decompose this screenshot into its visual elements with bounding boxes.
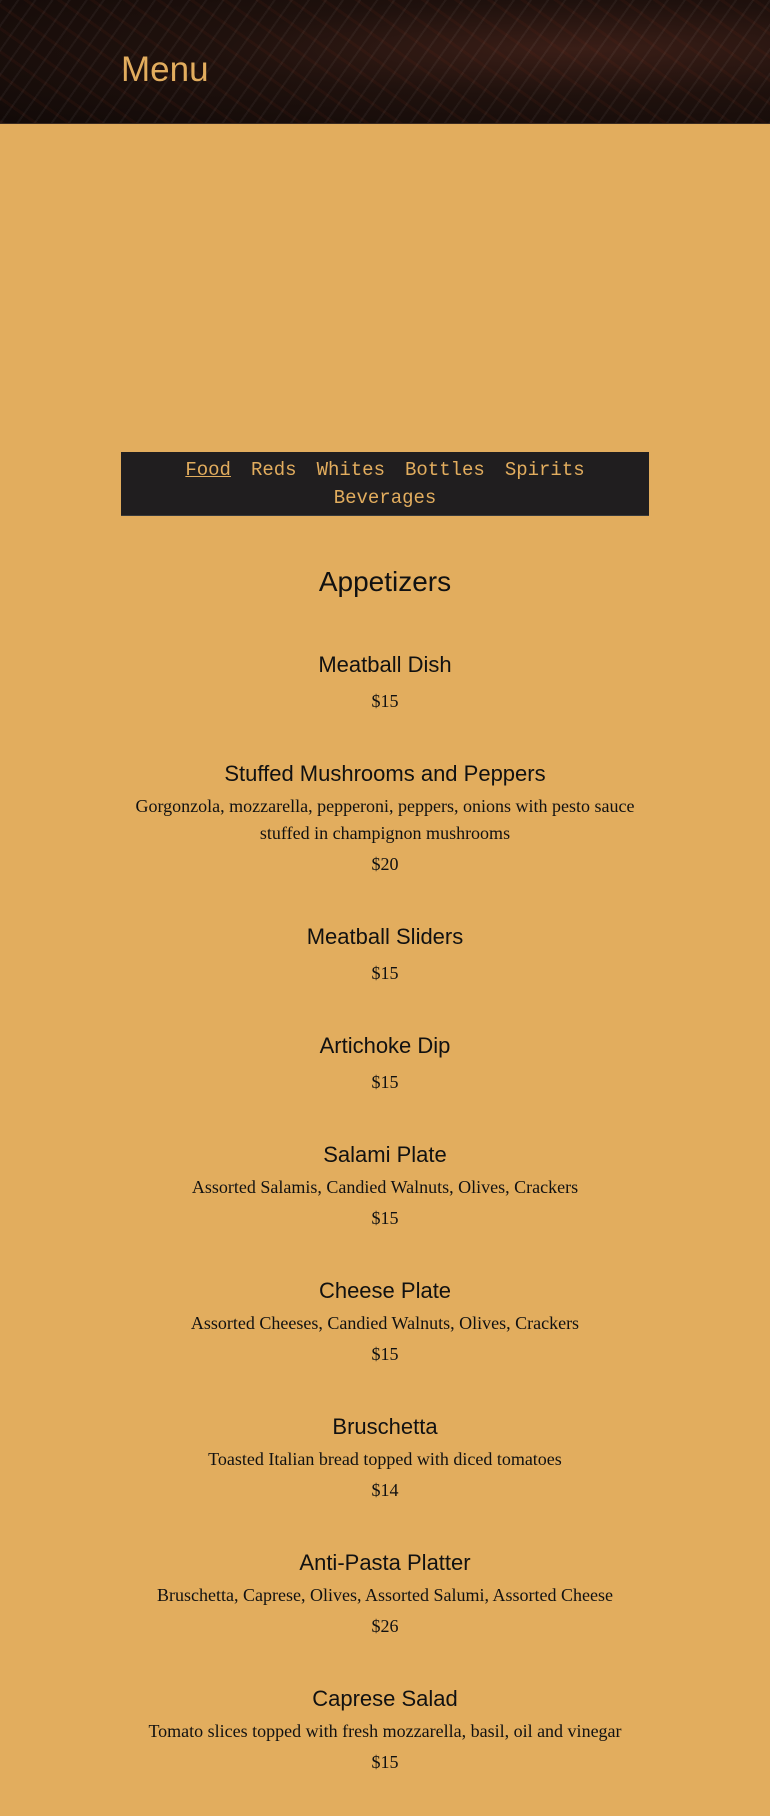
menu-category-nav (121, 452, 649, 516)
menu-item (121, 1680, 649, 1776)
menu-item-price: $15 (371, 691, 399, 711)
menu-item-price: $14 (371, 1480, 399, 1500)
menu-item-price: $15 (371, 1752, 399, 1772)
menu-item-name: Bruschetta (332, 1414, 438, 1439)
nav-link-reds[interactable]: Reds (250, 459, 297, 481)
menu-item (121, 1544, 649, 1640)
menu-item-description: Tomato slices topped with fresh mozzarella, basil, oil and vinegar (148, 1721, 622, 1741)
menu-item-price: $15 (371, 1208, 399, 1228)
menu-item-name: Salami Plate (323, 1142, 447, 1167)
menu-item-price: $20 (371, 854, 399, 874)
menu-item-description: Gorgonzola, mozzarella, pepperoni, peppers, onions with pesto sauce stuffed in champignon mushrooms (135, 796, 635, 843)
menu-item-name: Meatball Sliders (306, 924, 464, 949)
menu-item (121, 1408, 649, 1504)
page-title: Menu (121, 50, 209, 89)
nav-link-beverages[interactable]: Beverages (333, 487, 437, 509)
menu-item-name: Caprese Salad (312, 1686, 458, 1711)
nav-link-food[interactable]: Food (185, 459, 231, 481)
nav-row (121, 456, 649, 484)
menu-item-price: $26 (371, 1616, 399, 1636)
menu-item-name: Anti-Pasta Platter (299, 1550, 471, 1575)
menu-item (121, 755, 649, 878)
page-header (0, 0, 770, 124)
menu-item-description: Assorted Cheeses, Candied Walnuts, Olives, Crackers (190, 1313, 580, 1333)
menu-item-description: Assorted Salamis, Candied Walnuts, Olives, Crackers (191, 1177, 579, 1197)
menu-item-name: Artichoke Dip (319, 1033, 451, 1058)
menu-item-description: Bruschetta, Caprese, Olives, Assorted Salumi, Assorted Cheese (157, 1585, 613, 1605)
menu-item (121, 918, 649, 987)
nav-link-spirits[interactable]: Spirits (504, 459, 585, 481)
menu-item-price: $15 (371, 963, 399, 983)
menu-item-name: Cheese Plate (318, 1278, 452, 1303)
menu-item (121, 1136, 649, 1232)
menu-item-name: Stuffed Mushrooms and Peppers (224, 761, 546, 786)
menu-item-name: Meatball Dish (318, 652, 452, 677)
menu-item (121, 1272, 649, 1368)
menu-item-list (121, 646, 649, 1816)
menu-item-description: Toasted Italian bread topped with diced tomatoes (208, 1449, 562, 1469)
menu-item-price: $15 (371, 1072, 399, 1092)
nav-row (121, 484, 649, 512)
section-title: Appetizers (318, 566, 452, 597)
nav-link-whites[interactable]: Whites (316, 459, 385, 481)
nav-link-bottles[interactable]: Bottles (404, 459, 485, 481)
menu-item (121, 1027, 649, 1096)
menu-item-price: $15 (371, 1344, 399, 1364)
menu-item (121, 646, 649, 715)
